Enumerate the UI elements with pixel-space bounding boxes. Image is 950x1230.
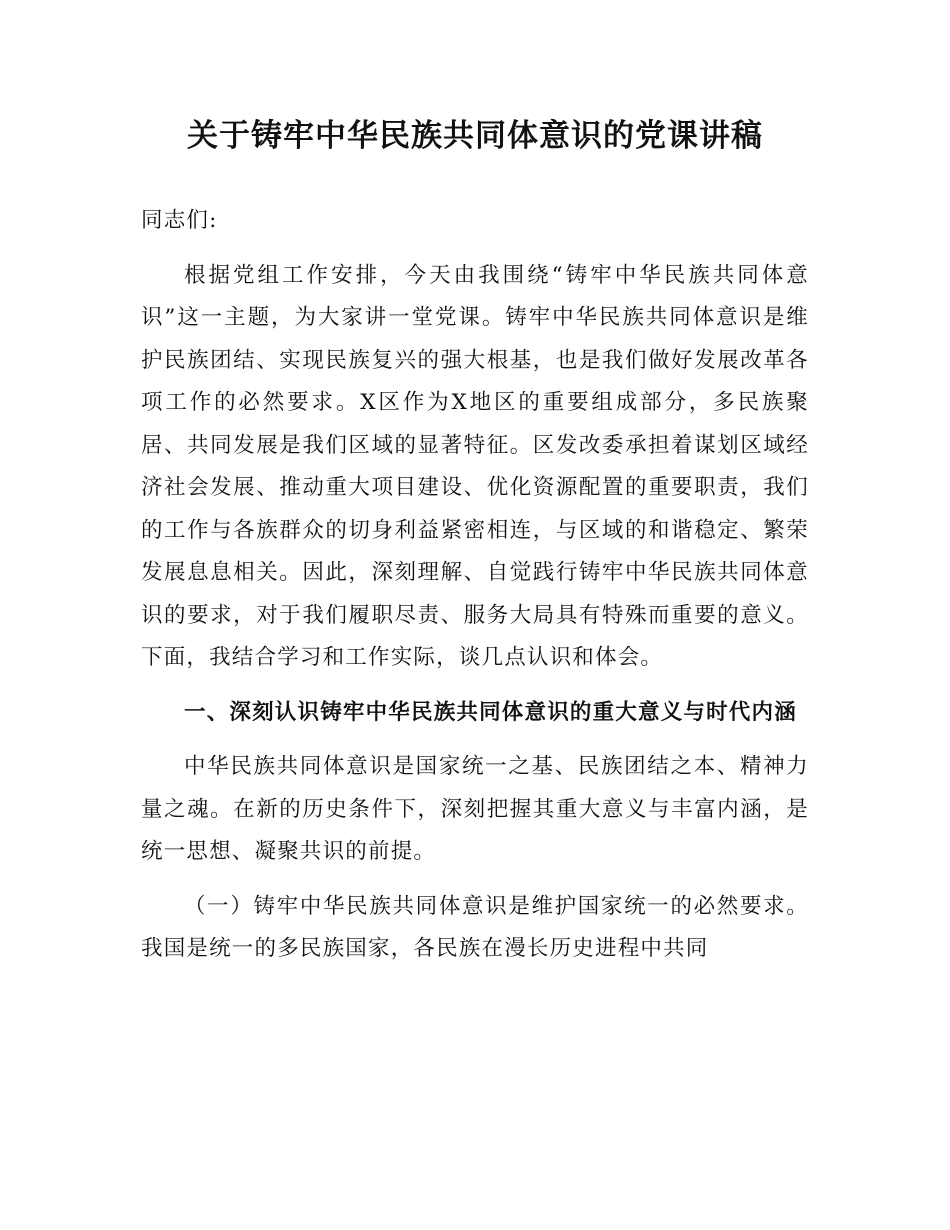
document-title: 关于铸牢中华民族共同体意识的党课讲稿	[187, 118, 763, 154]
document-body	[141, 200, 809, 971]
salutation: 同志们:	[141, 208, 218, 233]
section-heading-1: 一、深刻认识铸牢中华民族共同体意识的重大意义与时代内涵	[184, 699, 797, 725]
intro-paragraph: 根据党组工作安排，今天由我围绕“铸牢中华民族共同体意识”这一主题，为大家讲一堂党课。铸牢中华民族共同体意识是维护民族团结、实现民族复兴的强大根基，也是我们做好发展改革各项工作的必然要求。X区作为X地区的重要组成部分，多民族聚居、共同发展是我们区域的显著特征。区发改委承担着谋划区域经济社会发展、推动重大项目建设、优化资源配置的重要职责，我们的工作与各族群众的切身利益紧密相连，与区域的和谐稳定、繁荣发展息息相关。因此，深刻理解、自觉践行铸牢中华民族共同体意识的要求，对于我们履职尽责、服务大局具有特殊而重要的意义。下面，我结合学习和工作实际，谈几点认识和体会。	[141, 262, 809, 670]
section-1-paragraph: 中华民族共同体意识是国家统一之基、民族团结之本、精神力量之魂。在新的历史条件下，深刻把握其重大意义与丰富内涵，是统一思想、凝聚共识的前提。	[141, 754, 809, 864]
section-1-subsection-1-paragraph: （一）铸牢中华民族共同体意识是维护国家统一的必然要求。我国是统一的多民族国家，各民族在漫长历史进程中共同	[141, 893, 809, 961]
